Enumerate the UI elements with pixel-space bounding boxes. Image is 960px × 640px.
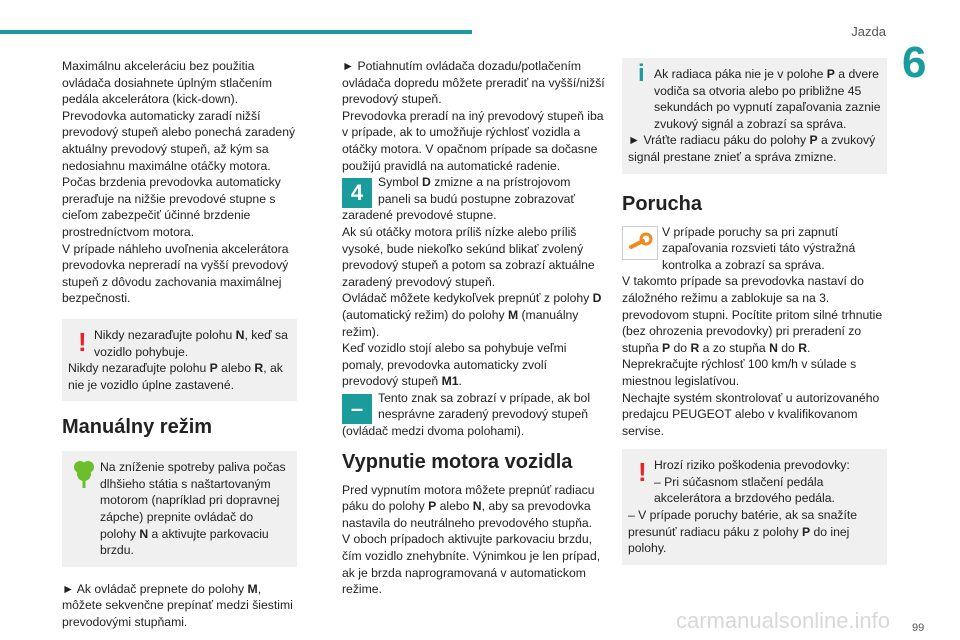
- page-number: 99: [912, 622, 925, 634]
- symbol-d-note: 4 Symbol D zmizne a na prístrojovom paneli sa budú postupne zobrazovať zaradené prevodové stupne.: [342, 175, 576, 223]
- column-1: [62, 58, 297, 631]
- section-heading: Vypnutie motora vozidla: [342, 450, 573, 473]
- eco-tip-box: Na zníženie spotreby paliva počas dlhšieho státia s naštartovaným motorom (napríklad pri dopravnej zápche) prepnite ovládač do polohy N a aktivujte parkovaciu brzdu.: [62, 451, 297, 567]
- section-heading: Manuálny režim: [62, 416, 213, 439]
- column-2: [342, 58, 606, 598]
- header-bar: [0, 30, 472, 34]
- info-box: i Ak radiaca páka nie je v polohe P a dvere vodiča sa otvoria alebo po približne 45 sekundách po vypnutí zapaľovania zaznie zvukový signál a zobrazí sa správa. ► Vráťte radiacu páku do polohy P a zvukový signál prestane znieť a správa zmizne.: [622, 58, 887, 174]
- gear-indicator-icon: 4: [342, 178, 372, 208]
- paragraph: V prípade náhleho uvoľnenia akcelerátora prevodovka nepreradí na vyšší prevodový stupeň z dôvodu zachovania maximálnej bezpečnosti.: [62, 241, 289, 306]
- paragraph: ► Potiahnutím ovládača dozadu/potlačením ovládača dopredu môžete preradiť na vyšší/nižší prevodový stupeň.: [342, 59, 605, 107]
- paragraph: V takomto prípade sa prevodovka nastaví do záložného režimu a zablokuje sa na 3. prevodovom stupni. Pocítite pritom silné trhnutie (bez ohrozenia prevodovky) pri preradení zo stupňa P do R a zo stupňa N do R.: [622, 274, 883, 355]
- info-icon: i: [638, 60, 645, 87]
- section-title: Jazda: [851, 24, 886, 39]
- wrench-warning-icon: [622, 226, 658, 260]
- paragraph: Pred vypnutím motora môžete prepnúť radiacu páku do polohy P alebo N, aby sa prevodovka nastavila do neutrálneho prevodového stupňa.: [342, 482, 595, 530]
- warning-box: ! Hrozí riziko poškodenia prevodovky: – Pri súčasnom stlačení pedála akcelerátora a brzdového pedála. – V prípade poruchy batérie, ak sa snažíte presunúť radiacu páku z polohy P do inej polohy.: [622, 449, 887, 565]
- paragraph: Počas brzdenia prevodovka automaticky preraďuje na nižšie prevodové stupne s cieľom zabezpečiť účinné brzdenie prostredníctvom motora.: [62, 175, 281, 239]
- paragraph: Prevodovka preradí na iný prevodový stupeň iba v prípade, ak to umožňuje rýchlosť vozidla a otáčky motora. V opačnom prípade sa dočasne použijú pravidlá na automatické radenie.: [342, 108, 604, 173]
- paragraph: Ovládač môžete kedykoľvek prepnúť z polohy D (automatický režim) do polohy M (manuálny režim).: [342, 291, 602, 339]
- paragraph: Keď vozidlo stojí alebo sa pohybuje veľmi pomaly, prevodovka automaticky zvolí prevodový stupeň M1.: [342, 341, 567, 389]
- column-3: [622, 58, 887, 579]
- paragraph: Ak sú otáčky motora príliš nízke alebo príliš vysoké, bude niekoľko sekúnd blikať zvolený prevodový stupeň a potom sa zobrazí aktuálne zaradený prevodový stupeň.: [342, 224, 595, 289]
- warning-icon: !: [638, 457, 647, 488]
- leaf-icon: [72, 459, 96, 494]
- fault-note: V prípade poruchy sa pri zapnutí zapaľovania rozsvieti táto výstražná kontrolka a zobrazí sa správa.: [622, 224, 887, 274]
- warning-box: ! Nikdy nezaraďujte polohu N, keď sa vozidlo pohybuje. Nikdy nezaraďujte polohu P alebo R, ak nie je vozidlo úplne zastavené.: [62, 319, 297, 401]
- warning-icon: !: [78, 326, 87, 357]
- chapter-number: 6: [902, 38, 927, 87]
- watermark: carmanualsonline.info: [676, 608, 891, 633]
- paragraph: Neprekračujte rýchlosť 100 km/h v súlade s miestnou legislatívou.: [622, 357, 857, 388]
- paragraph: Maximálnu akceleráciu bez použitia ovládača dosiahnete úplným stlačením pedála akcelerátora (kick-down). Prevodovka automaticky zaradí nižší prevodový stupeň alebo ponechá zaradený aktuálny prevodový stupeň, až kým sa nedosiahnu maximálne otáčky motora.: [62, 59, 296, 173]
- dash-indicator-icon: –: [342, 394, 372, 424]
- paragraph: ► Ak ovládač prepnete do polohy M, môžete sekvenčne prepínať medzi šiestimi prevodovými stupňami.: [62, 581, 293, 630]
- paragraph: Nechajte systém skontrolovať u autorizovaného predajcu PEUGEOT alebo v kvalifikovanom servise.: [622, 390, 880, 438]
- paragraph: V oboch prípadoch aktivujte parkovaciu brzdu, čím vozidlo znehybníte. Výnimkou je len prípad, ak je brzda naprogramovaná v automatickom režime.: [342, 532, 601, 597]
- section-heading: Porucha: [622, 192, 703, 215]
- symbol-dash-note: – Tento znak sa zobrazí v prípade, ak bol nesprávne zaradený prevodový stupeň (ovládač medzi dvoma polohami).: [342, 390, 591, 439]
